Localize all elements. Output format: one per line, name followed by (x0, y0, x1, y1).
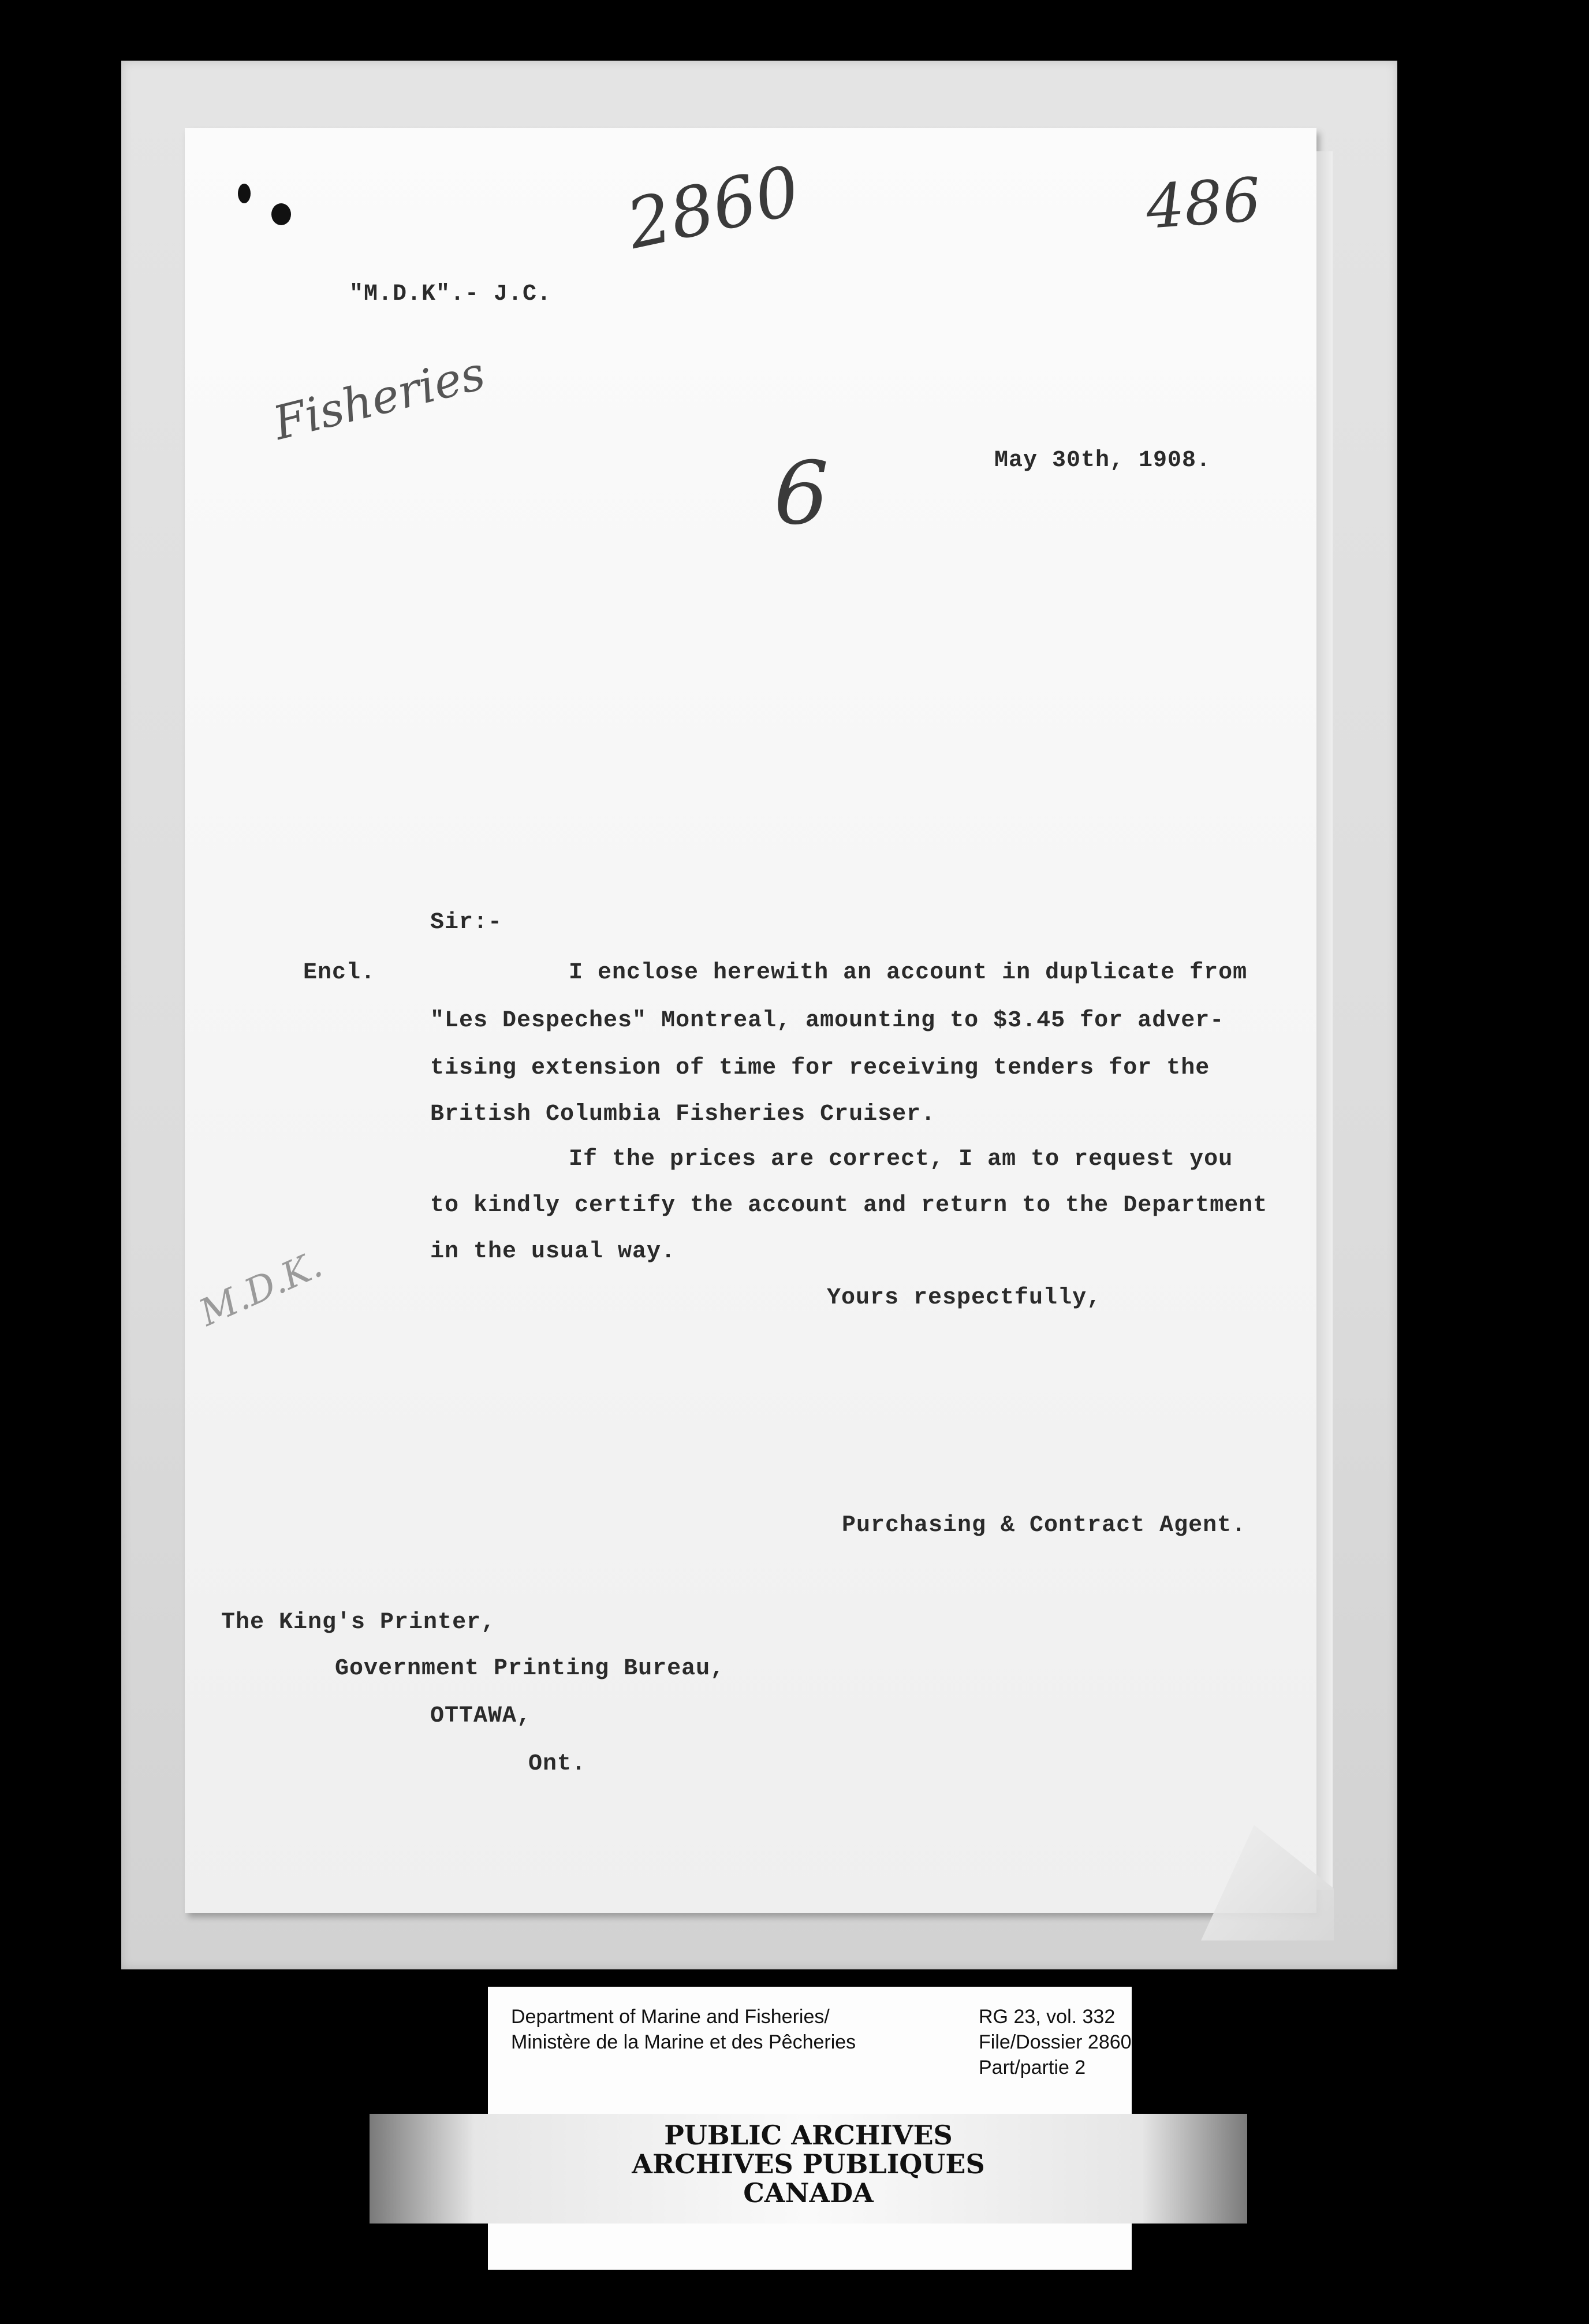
addressee-line: OTTAWA, (430, 1703, 532, 1729)
archive-stamp (370, 2121, 1247, 2207)
stamp-line: PUBLIC ARCHIVES (664, 2120, 953, 2151)
reference-line: "M.D.K".- J.C. (349, 281, 552, 307)
punch-hole (271, 203, 291, 225)
body-line: to kindly certify the account and return to the Department (430, 1193, 1268, 1219)
salutation: Sir:- (430, 910, 503, 936)
archive-file: File/Dossier 2860 (979, 2031, 1132, 2053)
body-line: If the prices are correct, I am to request you (569, 1146, 1233, 1172)
addressee-line: Ont. (528, 1751, 587, 1777)
page-number-annotation: 486 (1143, 164, 1263, 243)
body-line: tising extension of time for receiving tenders for the (430, 1055, 1210, 1081)
addressee-line: The King's Printer, (221, 1610, 496, 1636)
stamp-line: ARCHIVES PUBLIQUES (632, 2148, 985, 2180)
initials-annotation: M.D.K. (193, 1243, 329, 1335)
closing: Yours respectfully, (827, 1285, 1102, 1311)
archive-record-group: RG 23, vol. 332 (979, 2006, 1116, 2028)
addressee-line: Government Printing Bureau, (335, 1656, 725, 1682)
body-line: "Les Despeches" Montreal, amounting to $3.45 for adver- (430, 1008, 1225, 1034)
mark-annotation: 6 (774, 444, 829, 544)
archive-department-en: Department of Marine and Fisheries/ (511, 2006, 830, 2028)
body-line: British Columbia Fisheries Cruiser. (430, 1101, 936, 1127)
archive-part: Part/partie 2 (979, 2057, 1086, 2079)
file-number-annotation: 2860 (620, 150, 807, 265)
enclosure-note: Encl. (303, 960, 376, 986)
punch-hole (238, 184, 251, 203)
body-line: in the usual way. (430, 1239, 676, 1265)
archive-label-bottom (488, 2224, 1132, 2270)
letter-date: May 30th, 1908. (994, 448, 1211, 474)
body-line: I enclose herewith an account in duplicate from (569, 960, 1248, 986)
signature-title: Purchasing & Contract Agent. (842, 1513, 1247, 1539)
department-annotation: Fisheries (268, 346, 490, 450)
stamp-line: CANADA (743, 2177, 874, 2208)
archive-department-fr: Ministère de la Marine et des Pêcheries (511, 2031, 856, 2053)
